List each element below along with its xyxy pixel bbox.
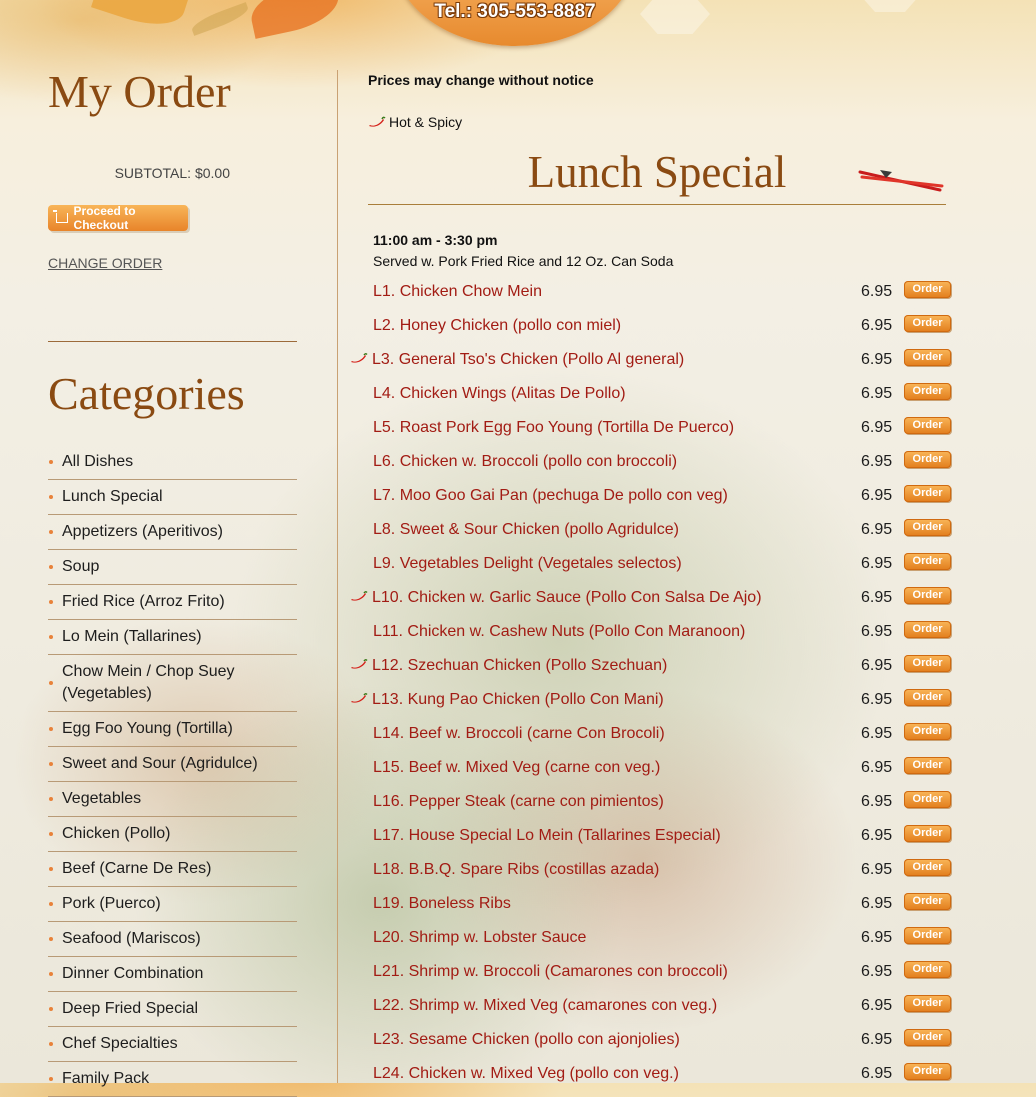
category-item[interactable]	[48, 445, 297, 480]
category-item[interactable]	[48, 747, 297, 782]
price-notice: Prices may change without notice	[368, 72, 594, 88]
dish-name-link[interactable]: L6. Chicken w. Broccoli (pollo con broccoli)	[373, 453, 678, 470]
category-label: Chef Specialties	[62, 1035, 178, 1052]
bullet-icon	[49, 1007, 53, 1011]
dish-price: 6.95	[861, 793, 893, 810]
chili-pepper-icon	[350, 353, 368, 364]
category-label: Dinner Combination	[62, 965, 204, 982]
bullet-icon	[49, 797, 53, 801]
category-label: All Dishes	[62, 453, 134, 470]
order-button[interactable]: Order	[904, 281, 951, 298]
dish-price: 6.95	[861, 419, 893, 436]
order-button[interactable]: Order	[904, 519, 951, 536]
autumn-leaf-icon	[189, 2, 250, 36]
menu-item-row	[368, 279, 956, 313]
order-button[interactable]: Order	[904, 791, 951, 808]
order-button[interactable]: Order	[904, 315, 951, 332]
category-item[interactable]	[48, 585, 297, 620]
category-item[interactable]	[48, 480, 297, 515]
menu-item-row	[368, 449, 956, 483]
menu-item-row	[368, 381, 956, 415]
bullet-icon	[49, 1077, 53, 1081]
chopsticks-icon	[858, 164, 948, 194]
dish-name-link[interactable]: L20. Shrimp w. Lobster Sauce	[373, 929, 587, 946]
menu-item-row	[368, 313, 956, 347]
category-label: Egg Foo Young (Tortilla)	[62, 720, 233, 737]
menu-item-row	[368, 619, 956, 653]
dish-name-link[interactable]: L14. Beef w. Broccoli (carne Con Brocoli)	[373, 725, 665, 742]
category-label: Beef (Carne De Res)	[62, 860, 212, 877]
category-item[interactable]	[48, 550, 297, 585]
dish-price: 6.95	[861, 929, 893, 946]
dish-price: 6.95	[861, 759, 893, 776]
section-title: Lunch Special	[527, 147, 787, 197]
dish-price: 6.95	[861, 1031, 893, 1048]
autumn-leaf-icon	[246, 0, 343, 39]
order-button[interactable]: Order	[904, 825, 951, 842]
order-button[interactable]: Order	[904, 859, 951, 876]
dish-price: 6.95	[861, 589, 893, 606]
bullet-icon	[49, 727, 53, 731]
categories-title: Categories	[48, 368, 245, 419]
dish-name-link[interactable]: L19. Boneless Ribs	[373, 895, 511, 912]
menu-item-row	[368, 347, 956, 381]
category-label: Seafood (Mariscos)	[62, 930, 201, 947]
menu-item-row	[368, 551, 956, 585]
menu-item-row	[368, 585, 956, 619]
autumn-leaf-icon	[91, 0, 189, 35]
dish-name-link[interactable]: L24. Chicken w. Mixed Veg (pollo con veg.)	[373, 1065, 679, 1082]
category-item[interactable]	[48, 992, 297, 1027]
hexagon-shape	[640, 0, 710, 34]
dish-price: 6.95	[861, 1065, 893, 1082]
dish-name-link[interactable]: L8. Sweet & Sour Chicken (pollo Agridulce)	[373, 521, 679, 538]
dish-name-link[interactable]: L3. General Tso's Chicken (Pollo Al general)	[372, 351, 685, 368]
menu-item-row	[368, 925, 956, 959]
category-label: Lo Mein (Tallarines)	[62, 628, 202, 645]
menu-item-row	[368, 517, 956, 551]
dish-name-link[interactable]: L11. Chicken w. Cashew Nuts (Pollo Con Maranoon)	[373, 623, 746, 640]
dish-price: 6.95	[861, 453, 893, 470]
category-item[interactable]	[48, 620, 297, 655]
menu-item-row	[368, 993, 956, 1027]
menu-item-row	[368, 891, 956, 925]
category-item[interactable]	[48, 782, 297, 817]
my-order-title: My Order	[48, 66, 231, 117]
order-button[interactable]: Order	[904, 927, 951, 944]
dish-name-link[interactable]: L23. Sesame Chicken (pollo con ajonjolies)	[373, 1031, 680, 1048]
dish-name-link[interactable]: L22. Shrimp w. Mixed Veg (camarones con veg.)	[373, 997, 718, 1014]
dish-name-link[interactable]: L2. Honey Chicken (pollo con miel)	[373, 317, 622, 334]
dish-name-link[interactable]: L16. Pepper Steak (carne con pimientos)	[373, 793, 664, 810]
menu-item-row	[368, 755, 956, 789]
chili-pepper-icon	[350, 693, 368, 704]
cart-icon	[56, 213, 68, 223]
category-label: Appetizers (Aperitivos)	[62, 523, 223, 540]
category-item[interactable]	[48, 887, 297, 922]
order-button[interactable]: Order	[904, 485, 951, 502]
dish-price: 6.95	[861, 487, 893, 504]
category-item[interactable]	[48, 817, 297, 852]
order-button[interactable]: Order	[904, 1063, 951, 1080]
dish-name-link[interactable]: L13. Kung Pao Chicken (Pollo Con Mani)	[372, 691, 664, 708]
category-label: Deep Fried Special	[62, 1000, 199, 1017]
dish-price: 6.95	[861, 283, 893, 300]
order-button[interactable]: Order	[904, 587, 951, 604]
bullet-icon	[49, 565, 53, 569]
order-button[interactable]: Order	[904, 1029, 951, 1046]
bullet-icon	[49, 460, 53, 464]
dish-price: 6.95	[861, 623, 893, 640]
dish-name-link[interactable]: L7. Moo Goo Gai Pan (pechuga De pollo con veg)	[373, 487, 728, 504]
category-label: Chicken (Pollo)	[62, 825, 171, 842]
dish-price: 6.95	[861, 963, 893, 980]
bullet-icon	[49, 635, 53, 639]
sidebar	[48, 66, 297, 1097]
category-label: Chow Mein / Chop Suey (Vegetables)	[62, 663, 235, 702]
category-item[interactable]	[48, 655, 297, 712]
order-button[interactable]: Order	[904, 621, 951, 638]
proceed-to-checkout-button[interactable]	[48, 205, 188, 231]
category-label: Family Pack	[62, 1070, 150, 1087]
dish-name-link[interactable]: L4. Chicken Wings (Alitas De Pollo)	[373, 385, 626, 402]
dish-price: 6.95	[861, 827, 893, 844]
category-label: Pork (Puerco)	[62, 895, 161, 912]
menu-item-row	[368, 687, 956, 721]
dish-name-link[interactable]: L21. Shrimp w. Broccoli (Camarones con broccoli)	[373, 963, 728, 980]
category-label: Sweet and Sour (Agridulce)	[62, 755, 258, 772]
menu-item-row	[368, 959, 956, 993]
order-button[interactable]: Order	[904, 961, 951, 978]
bullet-icon	[49, 902, 53, 906]
order-button[interactable]: Order	[904, 723, 951, 740]
menu-item-row	[368, 721, 956, 755]
bullet-icon	[49, 495, 53, 499]
menu-item-row	[368, 823, 956, 857]
chili-pepper-icon	[368, 116, 386, 128]
dish-price: 6.95	[861, 657, 893, 674]
order-button[interactable]: Order	[904, 689, 951, 706]
dish-price: 6.95	[861, 385, 893, 402]
dish-name-link[interactable]: L1. Chicken Chow Mein	[373, 283, 542, 300]
category-label: Lunch Special	[62, 488, 163, 505]
served-with-note: Served w. Pork Fried Rice and 12 Oz. Can Soda	[373, 253, 674, 269]
bullet-icon	[49, 762, 53, 766]
category-label: Fried Rice (Arroz Frito)	[62, 593, 225, 610]
dish-price: 6.95	[861, 895, 893, 912]
category-label: Soup	[62, 558, 100, 575]
spicy-legend	[368, 114, 956, 130]
order-button[interactable]: Order	[904, 553, 951, 570]
column-divider	[337, 70, 338, 1083]
category-item[interactable]	[48, 1062, 297, 1097]
change-order-link[interactable]: CHANGE ORDER	[48, 255, 163, 271]
section-header	[368, 147, 946, 205]
dish-name-link[interactable]: L15. Beef w. Mixed Veg (carne con veg.)	[373, 759, 661, 776]
category-item[interactable]	[48, 852, 297, 887]
bullet-icon	[49, 600, 53, 604]
category-item[interactable]	[48, 712, 297, 747]
order-button[interactable]: Order	[904, 757, 951, 774]
dish-price: 6.95	[861, 555, 893, 572]
checkout-label: Proceed to Checkout	[73, 204, 136, 232]
menu-list	[368, 279, 956, 1095]
dish-name-link[interactable]: L17. House Special Lo Mein (Tallarines Especial)	[373, 827, 721, 844]
sidebar-divider	[48, 341, 297, 342]
order-button[interactable]: Order	[904, 893, 951, 910]
dish-name-link[interactable]: L10. Chicken w. Garlic Sauce (Pollo Con Salsa De Ajo)	[372, 589, 762, 606]
dish-price: 6.95	[861, 997, 893, 1014]
bullet-icon	[49, 832, 53, 836]
chili-pepper-icon	[350, 591, 368, 602]
hexagon-shape	[860, 0, 920, 12]
bullet-icon	[49, 681, 53, 685]
bullet-icon	[49, 937, 53, 941]
phone-badge	[395, 0, 635, 46]
dish-name-link[interactable]: L9. Vegetables Delight (Vegetales selectos)	[373, 555, 682, 572]
order-button[interactable]: Order	[904, 655, 951, 672]
subtotal: SUBTOTAL: $0.00	[114, 165, 230, 181]
menu-item-row	[368, 1027, 956, 1061]
bullet-icon	[49, 867, 53, 871]
menu-item-row	[368, 857, 956, 891]
order-button[interactable]: Order	[904, 995, 951, 1012]
order-button[interactable]: Order	[904, 349, 951, 366]
phone-number: Tel.: 305-553-8887	[434, 1, 596, 22]
dish-price: 6.95	[861, 861, 893, 878]
menu-panel	[368, 72, 956, 1095]
dish-price: 6.95	[861, 317, 893, 334]
dish-price: 6.95	[861, 725, 893, 742]
order-button[interactable]: Order	[904, 383, 951, 400]
top-banner	[0, 0, 1036, 58]
dish-name-link[interactable]: L5. Roast Pork Egg Foo Young (Tortilla De Puerco)	[373, 419, 735, 436]
dish-price: 6.95	[861, 691, 893, 708]
menu-item-row	[368, 653, 956, 687]
dish-name-link[interactable]: L12. Szechuan Chicken (Pollo Szechuan)	[372, 657, 668, 674]
category-item[interactable]	[48, 922, 297, 957]
bullet-icon	[49, 530, 53, 534]
dish-price: 6.95	[861, 351, 893, 368]
dish-name-link[interactable]: L18. B.B.Q. Spare Ribs (costillas azada)	[373, 861, 660, 878]
bullet-icon	[49, 972, 53, 976]
chili-pepper-icon	[350, 659, 368, 670]
dish-price: 6.95	[861, 521, 893, 538]
order-button[interactable]: Order	[904, 417, 951, 434]
spicy-legend-label: Hot & Spicy	[389, 114, 463, 130]
category-label: Vegetables	[62, 790, 142, 807]
menu-item-row	[368, 1061, 956, 1095]
bullet-icon	[49, 1042, 53, 1046]
order-button[interactable]: Order	[904, 451, 951, 468]
menu-item-row	[368, 415, 956, 449]
category-item[interactable]	[48, 957, 297, 992]
category-list	[48, 445, 297, 1097]
category-item[interactable]	[48, 515, 297, 550]
category-item[interactable]	[48, 1027, 297, 1062]
lunch-hours: 11:00 am - 3:30 pm	[373, 232, 498, 248]
menu-item-row	[368, 789, 956, 823]
menu-item-row	[368, 483, 956, 517]
